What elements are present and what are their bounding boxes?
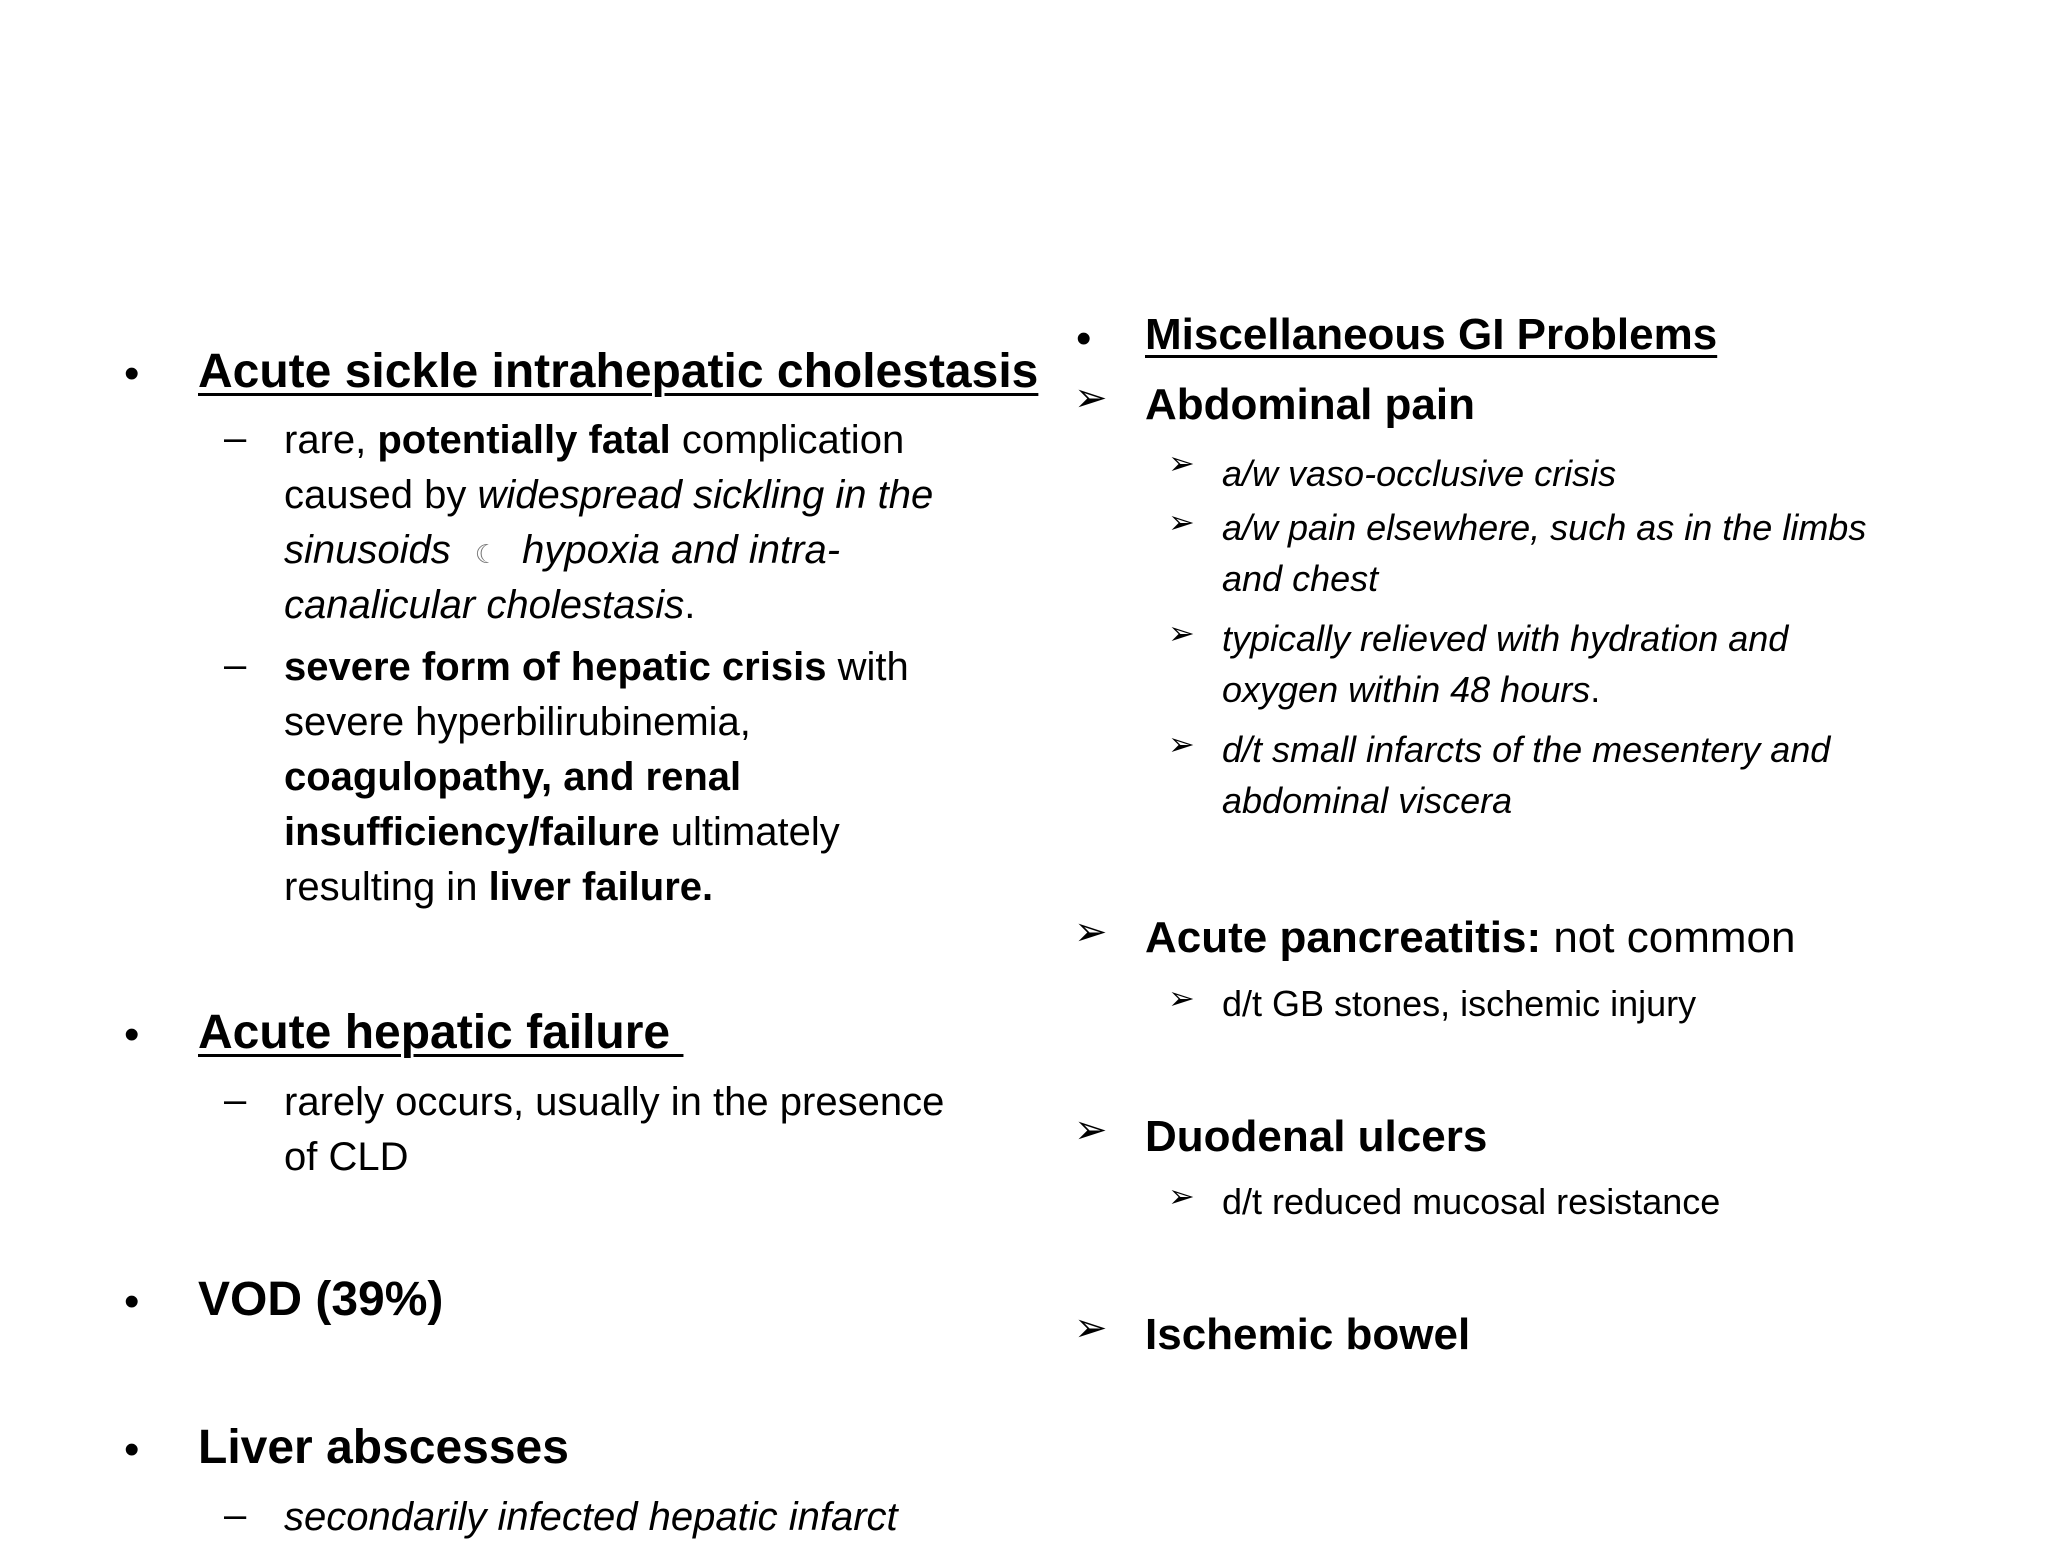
text-line <box>284 1075 944 1130</box>
text-line <box>284 695 751 750</box>
arrow-bullet-icon: ➢ <box>1074 1108 1108 1152</box>
text-run-italic: secondarily infected hepatic infarct <box>284 1495 898 1539</box>
dash-icon: – <box>224 416 247 460</box>
heading-vod: VOD (39%) <box>198 1273 444 1326</box>
text-run: severe hyperbilirubinemia, <box>284 700 751 744</box>
text-line-italic: d/t small infarcts of the mesentery and <box>1222 729 1831 770</box>
text-line <box>1222 447 1616 499</box>
heading-duodenal-ulcers: Duodenal ulcers <box>1145 1112 1488 1161</box>
bullet-icon: • <box>124 349 140 398</box>
text-line-italic: and chest <box>1222 558 1379 599</box>
text-run-bold: insufficiency/failure <box>284 810 660 854</box>
text-run: rare, <box>284 418 378 462</box>
text-run-italic: widespread sickling in the <box>477 473 934 517</box>
text-run: complication <box>670 418 905 462</box>
text-run-italic: vaso-occlusive crisis <box>1288 453 1617 494</box>
heading-ischemic-bowel: Ischemic bowel <box>1145 1310 1471 1359</box>
text-line <box>284 523 840 582</box>
bullet-icon: • <box>124 1425 140 1474</box>
text-run-bold: liver failure. <box>488 865 714 909</box>
text-run-italic: hypoxia and intra- <box>522 528 841 572</box>
dash-icon: – <box>224 1078 247 1122</box>
text-run-bold: Acute pancreatitis: <box>1145 913 1542 962</box>
text-run: caused by <box>284 473 478 517</box>
text-run-bold: potentially fatal <box>377 418 671 462</box>
text-run: with <box>826 645 909 689</box>
text-line <box>284 413 904 468</box>
text-run: . <box>1590 669 1601 710</box>
arrow-bullet-icon: ➢ <box>1074 376 1108 420</box>
text-line <box>1222 664 1600 715</box>
arrow-bullet-icon: ➢ <box>1168 615 1195 651</box>
dash-icon: – <box>224 1493 247 1537</box>
text-line-italic: abdominal viscera <box>1222 780 1513 821</box>
text-run-italic: a/w <box>1222 453 1289 494</box>
heading-liver-abscesses: Liver abscesses <box>198 1421 569 1474</box>
text-line <box>284 860 713 915</box>
arrow-bullet-icon: ➢ <box>1168 980 1195 1016</box>
arrow-bullet-icon: ➢ <box>1168 726 1195 762</box>
text-run-bold: severe form of hepatic crisis <box>284 645 827 689</box>
text-line <box>284 1130 409 1185</box>
arrow-bullet-icon: ➢ <box>1074 1306 1108 1350</box>
text-line <box>284 468 933 523</box>
text-run: of CLD <box>284 1135 409 1179</box>
arrow-bullet-icon: ➢ <box>1168 504 1195 540</box>
text-run-bold: coagulopathy, and renal <box>284 755 742 799</box>
text-run-italic: oxygen within 48 hours <box>1222 669 1591 710</box>
text-run-italic: sinusoids <box>284 528 451 572</box>
text-line <box>284 805 840 860</box>
bullet-icon: • <box>124 1010 140 1059</box>
text-line <box>284 750 741 805</box>
heading-abdominal-pain: Abdominal pain <box>1145 380 1475 429</box>
arrow-bullet-icon: ➢ <box>1168 445 1195 481</box>
bullet-icon: • <box>1076 314 1092 363</box>
text-line <box>284 578 695 633</box>
arrow-bullet-icon: ➢ <box>1168 1178 1195 1214</box>
heading-acute-hepatic-failure: Acute hepatic failure <box>198 1006 684 1059</box>
heading-acute-pancreatitis <box>1145 913 1795 963</box>
text-line-italic: a/w pain elsewhere, such as in the limbs <box>1222 507 1867 548</box>
text-line <box>284 640 909 695</box>
dash-icon: – <box>224 643 247 687</box>
text-run: rarely occurs, usually in the presence <box>284 1080 945 1124</box>
arrow-bullet-icon: ➢ <box>1074 910 1108 954</box>
text-run-italic: canalicular cholestasis <box>284 583 685 627</box>
text-line-italic: typically relieved with hydration and <box>1222 618 1789 659</box>
text-line: d/t GB stones, ischemic injury <box>1222 983 1697 1024</box>
heading-acute-sickle-intrahepatic-cholestasis: Acute sickle intrahepatic cholestasis <box>198 345 1039 398</box>
text-run: ultimately <box>659 810 840 854</box>
text-run: resulting in <box>284 865 489 909</box>
heading-miscellaneous-gi-problems: Miscellaneous GI Problems <box>1145 310 1718 359</box>
bullet-icon: • <box>124 1277 140 1326</box>
text-line: d/t reduced mucosal resistance <box>1222 1181 1721 1222</box>
text-run: not common <box>1541 913 1796 962</box>
text-line <box>284 1490 898 1545</box>
arrow-symbol-icon: ☾ <box>474 539 499 569</box>
text-run: . <box>684 583 696 627</box>
